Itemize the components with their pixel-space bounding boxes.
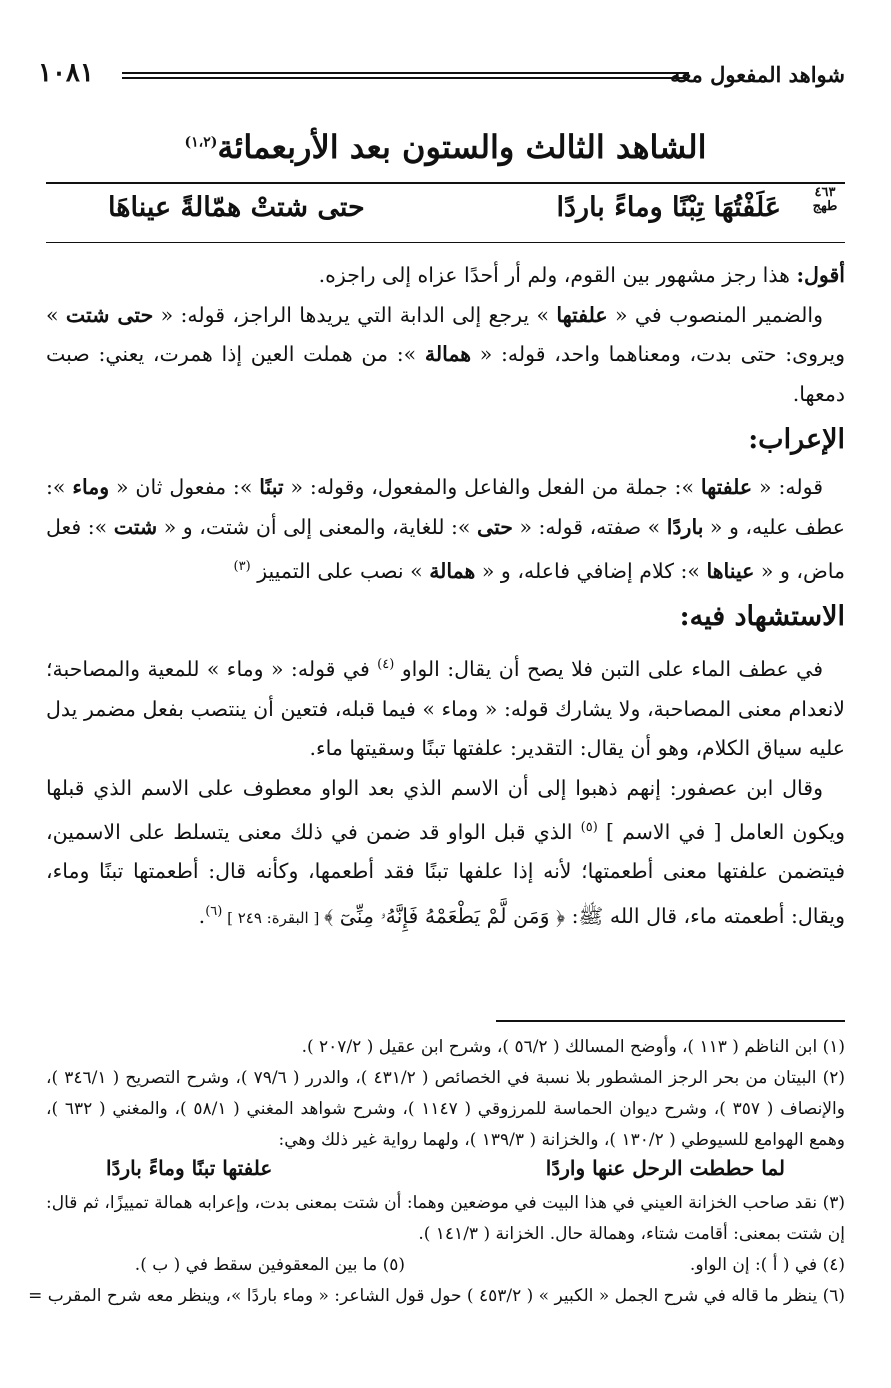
p3-i: » صفته، قوله: « (512, 514, 667, 539)
p3-e: »: مفعول ثان « (109, 475, 260, 499)
verse-label: طهج (812, 199, 838, 214)
p3-f: وماء (72, 475, 110, 499)
paragraph-1-text: هذا رجز مشهور بين القوم، ولم أر أحدًا عزاه إلى راجزه. (318, 263, 797, 287)
witness-title-text: الشاهد الثالث والستون بعد الأربعمائة (217, 128, 707, 166)
footnote-3: (٣) نقد صاحب الخزانة العيني في هذا البيت في موضعين وهما: أن شتت بمعنى بدت، وإعرابه همالة تمييزًا، ثم قال: إن شتت بمعنى: أقامت شتاء، وهمالة حال. الخزانة ( ١٤١/٣ ). (46, 1193, 845, 1244)
p3-note-ref: (٣) (233, 559, 251, 574)
footnote-row-4-5 (46, 1250, 845, 1281)
running-title: شواهد المفعول معه (670, 62, 845, 87)
quran-citation: [ البقرة: ٢٤٩ ] (222, 908, 325, 927)
paragraph-5 (46, 769, 845, 939)
p2-d: حتى شتت (65, 302, 154, 327)
p5-end: . (198, 903, 206, 928)
paragraph-4 (46, 645, 845, 768)
paragraph-1 (46, 256, 845, 296)
p5-note-ref-2: (٦) (205, 903, 223, 919)
p3-o: »: كلام إضافي فاعله، و « (475, 558, 707, 583)
quran-quote: ﴿ وَمَن لَّمْ يَطْعَمْهُ فَإِنَّهُۥ مِنِّىٓ ﴾ (324, 903, 566, 928)
p4-b: في قوله: « وماء » للمعية والمصاحبة؛ لانعدام معنى المصاحبة، ولا يشارك قوله: « وماء » فيما قبله، فتعين أن ينتصب بفعل مضمر يدل عليه سياق الكلام، وهو أن يقال: التقدير: علفتها تبنًا وسقيتها ماء. (46, 657, 845, 761)
heading-istishhad: الاستشهاد فيه: (679, 601, 845, 633)
p3-k: »: للغاية، والمعنى إلى أن شتت، و « (157, 514, 477, 539)
witness-title (0, 128, 891, 166)
p2-c: » يرجع إلى الدابة التي يريدها الراجز، قوله: « (153, 302, 557, 327)
p3-c: »: جملة من الفعل والفاعل والمفعول، وقوله: « (283, 475, 701, 499)
footnote-verse-hemistich-1: لما حططت الرحل عنها واردًا (545, 1156, 785, 1180)
paragraph-2 (46, 296, 845, 415)
p2-a: والضمير المنصوب في « (607, 302, 824, 327)
p4-a: في عطف الماء على التبن فلا يصح أن يقال: الواو (394, 657, 823, 682)
footnote-4: (٤) في ( أ ): إن الواو. (689, 1255, 845, 1275)
paragraph-3 (46, 468, 845, 591)
p2-f: همالة (424, 342, 472, 366)
footnote-2: (٢) البيتان من بحر الرجز المشطور بلا نسبة في الخصائص ( ٤٣١/٢ )، والدرر ( ٧٩/٦ )، وشرح التصريح ( ٣٤٦/١ )، والإنصاف ( ٣٥٧ )، وشرح ديوان الحماسة للمرزوقي ( ١١٤٧ )، وشرح شواهد المغني ( ٥٨/١ )، والمغني ( ٦٣٢ )، وهمع الهوامع للسيوطي ( ١٣٠/٢ )، والخزانة ( ١٣٩/٣ )، ولهما رواية غير ذلك وهي: (46, 1068, 846, 1150)
paragraph-1-lead: أقول: (796, 263, 845, 287)
p2-g: »: من هملت العين إذا همرت، يعني: صبت دمعها. (46, 342, 845, 406)
footnotes (28, 1032, 846, 1312)
p3-q: » نصب على التمييز (250, 558, 430, 583)
p3-j: حتى (476, 514, 513, 539)
p2-b: علفتها (556, 302, 608, 327)
p3-d: تبنًا (259, 475, 284, 499)
p3-b: علفتها (700, 475, 753, 499)
verse-bottom-rule (46, 242, 845, 243)
header-rule (122, 72, 689, 79)
heading-irab: الإعراب: (748, 424, 845, 455)
p3-n: عيناها (706, 558, 755, 583)
verse-number-box (805, 186, 845, 214)
page-header (38, 58, 845, 92)
verse-number: ٤٦٣ (814, 185, 836, 200)
p3-p: همالة (429, 558, 476, 583)
footnote-2-verse (46, 1156, 845, 1188)
footnote-verse-hemistich-2: علفتها تبنًا وماءً باردًا (106, 1156, 273, 1180)
footnote-6: (٦) ينظر ما قاله في شرح الجمل « الكبير » ( ٤٥٣/٢ ) حول قول الشاعر: « وماء باردًا »، وينظر معه شرح المقرب = (28, 1286, 845, 1306)
footnote-1: (١) ابن الناظم ( ١١٣ )، وأوضح المسالك ( ٥٦/٢ )، وشرح ابن عقيل ( ٢٠٧/٢ ). (301, 1037, 845, 1057)
p3-g: »: عطف عليه، و « (46, 475, 845, 539)
verse-hemistich-1: عَلَفْتُهَا تِبْنًا وماءً باردًا (556, 192, 781, 223)
body-text (46, 256, 845, 938)
title-note-ref: (١،٢) (184, 134, 218, 151)
page-number: ١٠٨١ (38, 58, 94, 88)
verse-hemistich-2: حتى شتتْ همّالةً عيناهَا (108, 192, 365, 223)
p5-note-ref: (٥) (580, 820, 598, 836)
p4-note-ref: (٤) (377, 657, 395, 673)
p3-l: شتت (113, 514, 158, 539)
footnote-5: (٥) ما بين المعقوفين سقط في ( ب ). (134, 1255, 405, 1275)
p5-a: وقال ابن عصفور: إنهم ذهبوا إلى أن الاسم الذي بعد الواو معطوف على الاسم الذي قبلها ويكون العامل [ في الاسم ] (46, 775, 845, 844)
p2-e: » ويروى: حتى بدت، ومعناهما واحد، قوله: « (46, 302, 845, 366)
p3-m: »: فعل ماض، و « (46, 514, 845, 583)
p3-h: باردًا (666, 514, 704, 539)
p5-b: الذي قبل الواو قد ضمن في ذلك معنى يتسلط على الاسمين، فيتضمن علفتها معنى أطعمتها؛ لأنه إذا علفها تبنًا فقد أطعمها، وكأنه قال: أطعمتها تبنًا وماء، ويقال: أطعمته ماء، قال الله ﷺ: (46, 819, 845, 928)
p3-a: قوله: « (752, 475, 823, 499)
footnote-rule (496, 1020, 845, 1022)
verse-top-rule (46, 182, 845, 184)
